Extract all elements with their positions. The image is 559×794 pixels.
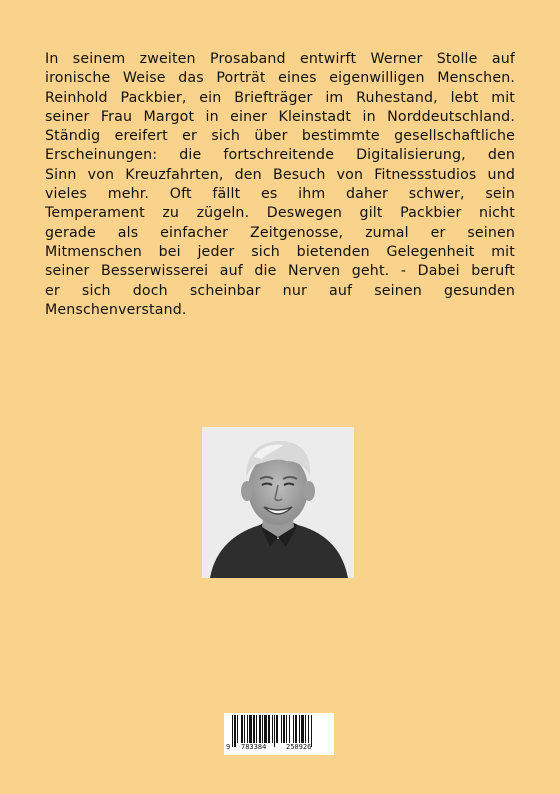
blurb-line: Mitmenschen bei jeder sich bietenden Gelegenheit mit xyxy=(45,243,515,260)
barcode-bar xyxy=(281,715,282,743)
blurb-line: Ständig ereifert er sich über bestimmte gesellschaftliche xyxy=(45,128,515,145)
barcode-bar xyxy=(262,715,263,743)
blurb-line: vieles mehr. Oft fällt es ihm daher schwer, sein xyxy=(45,186,515,203)
blurb-line: ironische Weise das Porträt eines eigenwilligen Menschen. xyxy=(45,70,515,87)
blurb-line: Menschenverstand. xyxy=(45,301,187,318)
isbn-barcode xyxy=(224,713,334,755)
blurb-line: seiner Besserwisserei auf die Nerven geht. - Dabei beruft xyxy=(45,263,515,280)
blurb-line: gerade als einfacher Zeitgenosse, zumal er seinen xyxy=(45,224,515,241)
barcode-bar xyxy=(259,715,261,743)
barcode-bar xyxy=(286,715,287,743)
barcode-bar xyxy=(247,715,248,743)
barcode-bar xyxy=(264,715,267,743)
blurb-line: Temperament zu zügeln. Deswegen gilt Packbier nicht xyxy=(45,205,515,222)
barcode-bar xyxy=(237,715,238,743)
barcode-digits xyxy=(224,743,334,754)
barcode-bar xyxy=(272,715,273,743)
barcode-bar xyxy=(295,715,297,743)
barcode-bars xyxy=(224,713,334,747)
barcode-bar xyxy=(276,715,278,743)
blurb-line: Erscheinungen: die fortschreitende Digitalisierung, den xyxy=(45,147,515,164)
barcode-bar xyxy=(256,715,257,743)
barcode-bar xyxy=(301,715,304,743)
blurb-line: Reinhold Packbier, ein Briefträger im Ruhestand, lebt mit xyxy=(45,89,515,106)
barcode-bar xyxy=(249,715,252,743)
blurb-line: seiner Frau Margot in einer Kleinstadt in Norddeutschland. xyxy=(45,108,515,125)
barcode-bar xyxy=(289,715,290,743)
barcode-bar xyxy=(268,715,270,743)
barcode-prefix-digit: 9 xyxy=(226,743,231,751)
blurb-line: In seinem zweiten Prosaband entwirft Werner Stolle auf xyxy=(45,51,515,67)
author-photo xyxy=(202,427,354,578)
barcode-bar xyxy=(253,715,255,743)
barcode-bar xyxy=(283,715,285,743)
blurb-text xyxy=(45,50,515,320)
barcode-bar xyxy=(305,715,306,743)
barcode-bar xyxy=(244,715,245,743)
blurb-line: Sinn von Kreuzfahrten, den Besuch von Fitnessstudios und xyxy=(45,166,515,183)
blurb-line: er sich doch scheinbar nur auf seinen gesunden xyxy=(45,282,515,299)
barcode-bar xyxy=(293,715,294,743)
author-portrait-illustration xyxy=(202,427,354,578)
barcode-left-group: 783384 xyxy=(241,743,267,751)
barcode-bar xyxy=(299,715,300,743)
barcode-right-group: 250926 xyxy=(286,743,312,751)
barcode-bar xyxy=(308,715,309,743)
barcode-bar xyxy=(241,715,243,743)
